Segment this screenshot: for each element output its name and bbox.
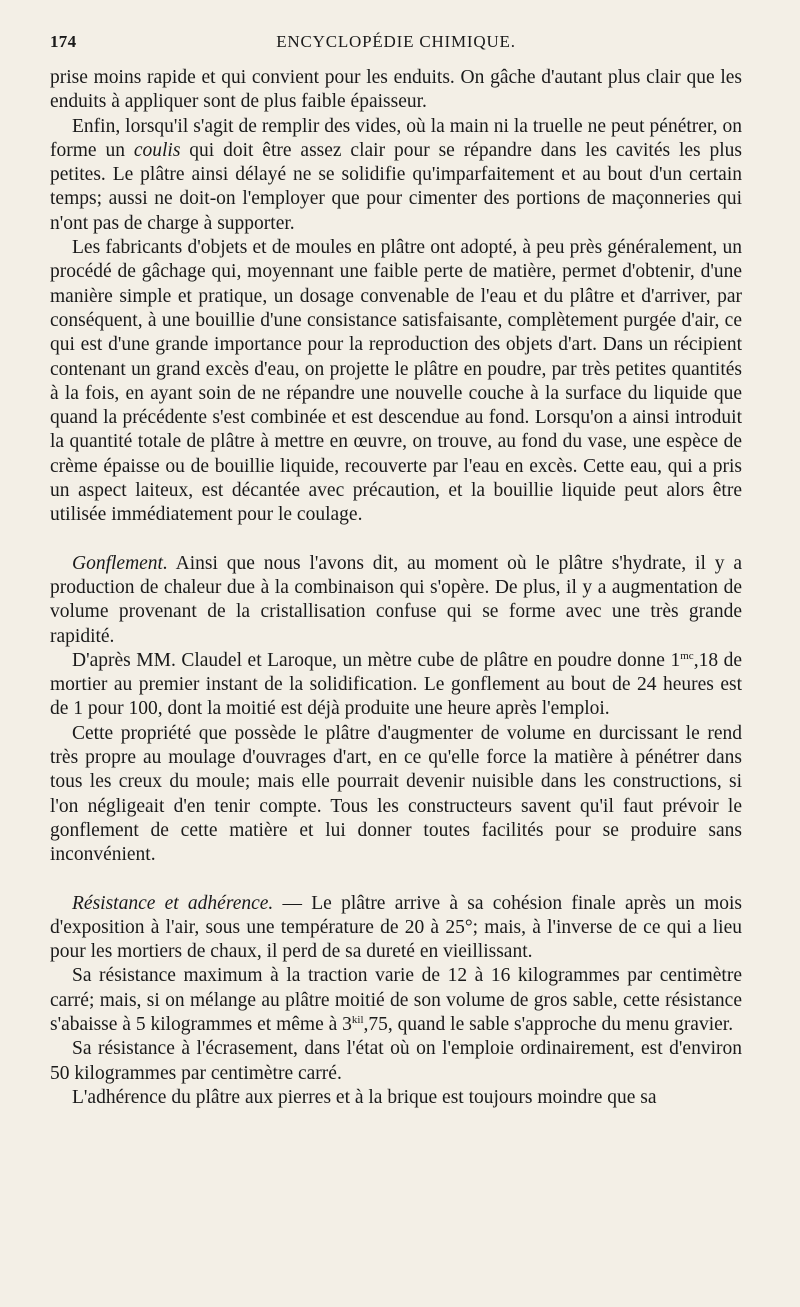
section-title-resistance: Résistance et adhérence. xyxy=(72,892,274,914)
paragraph-5-text-a: D'après MM. Claudel et Laroque, un mètre cube de plâtre en poudre donne 1 xyxy=(72,649,681,671)
paragraph-gonflement-text: Ainsi que nous l'avons dit, au moment où le plâtre s'hydrate, il y a production de chaleur due à la combinaison qui s'opère. De plus, il y a augmentation de volume provenant de la cristallisation confuse qui se forme avec une très grande rapidité. xyxy=(50,552,742,647)
unit-mc-superscript: mc xyxy=(680,649,694,662)
paragraph-1 xyxy=(50,66,742,115)
section-title-gonflement: Gonflement. xyxy=(72,552,168,574)
paragraph-6-text: Cette propriété que possède le plâtre d'augmenter de volume en durcissant le rend très propre au moulage d'ouvrages d'art, en ce qu'elle force la matière à pénétrer dans tous les creux du moule; mais elle pourrait devenir nuisible dans les constructions, si l'on négligeait d'en tenir compte. Tous les constructeurs savent qu'il faut prévoir le gonflement de cette matière et lui donner toutes facilités pour se produire sans inconvénient. xyxy=(50,722,742,866)
paragraph-8 xyxy=(50,964,742,1037)
section-gap xyxy=(50,528,742,552)
paragraph-5-text-b: ,18 de mortier au premier instant de la solidification. Le gonflement au bout de 24 heures est de 1 pour 100, dont la moitié est déjà produite une heure après l'emploi. xyxy=(50,649,742,720)
unit-kil-superscript: kil xyxy=(351,1013,364,1026)
page-header xyxy=(50,32,742,66)
paragraph-8-text-a: Sa résistance maximum à la traction varie de 12 à 16 kilogrammes par centimètre carré; mais, si on mélange au plâtre moitié de son volume de gros sable, cette résistance s'abaisse à 5 kilogrammes et même à 3 xyxy=(50,965,742,1035)
paragraph-3 xyxy=(50,236,742,528)
paragraph-2-text-a: Enfin, lorsqu'il s'agit de remplir des vides, où la main ni la truelle ne peut pénétrer, on forme un xyxy=(50,115,742,161)
paragraph-1-text: prise moins rapide et qui convient pour les enduits. On gâche d'autant plus clair que les enduits à appliquer sont de plus faible épaisseur. xyxy=(50,67,742,113)
running-title: ENCYCLOPÉDIE CHIMIQUE. xyxy=(276,32,516,51)
paragraph-resistance xyxy=(50,892,742,965)
paragraph-9-text: Sa résistance à l'écrasement, dans l'état où on l'emploie ordinairement, est d'environ 50 kilogrammes par centimètre carré. xyxy=(50,1038,742,1084)
paragraph-2-text-b: qui doit être assez clair pour se répandre dans les cavités les plus petites. Le plâtre ainsi délayé ne se solidifie qu'imparfaitement et au bout d'un certain temps; aussi ne doit-on l'employer que pour cimenter des portions de maçonneries qui n'ont pas de charge à supporter. xyxy=(50,139,742,234)
paragraph-6 xyxy=(50,722,742,868)
paragraph-resistance-text: — Le plâtre arrive à sa cohésion finale après un mois d'exposition à l'air, sous une température de 20 à 25°; mais, à l'inverse de ce qui a lieu pour les mortiers de chaux, il perd de sa dureté en vieillissant. xyxy=(50,892,742,963)
coulis-term: coulis xyxy=(133,139,181,161)
paragraph-9 xyxy=(50,1037,742,1086)
paragraph-3-text: Les fabricants d'objets et de moules en plâtre ont adopté, à peu près généralement, un procédé de gâchage qui, moyennant une faible perte de matière, permet d'obtenir, d'une manière simple et pratique, un dosage convenable de l'eau et du plâtre et d'arriver, par conséquent, à une bouillie d'une consistance satisfaisante, complètement purgée d'air, ce qui est d'une grande importance pour la reproduction des objets d'art. Dans un récipient contenant un grand excès d'eau, on projette le plâtre en poudre, par très petites quantités à la fois, en ayant soin de ne répandre une nouvelle couche à la surface du liquide que quand la précédente s'est combinée et est descendue au fond. Lorsqu'on a ainsi introduit la quantité totale de plâtre à mettre en œuvre, on trouve, au fond du vase, une espèce de crème épaisse ou de bouillie liquide, recouverte par l'eau en excès. Cette eau, qui a pris un aspect laiteux, est décantée avec précaution, et la bouillie liquide peut alors être utilisée immédiatement pour le coulage. xyxy=(50,237,742,526)
section-gap xyxy=(50,868,742,892)
paragraph-gonflement xyxy=(50,552,742,649)
paragraph-10-text: L'adhérence du plâtre aux pierres et à la brique est toujours moindre que sa xyxy=(72,1086,657,1108)
page-number: 174 xyxy=(50,32,77,51)
paragraph-8-text-b: ,75, quand le sable s'approche du menu gravier. xyxy=(363,1013,734,1035)
paragraph-2 xyxy=(50,115,742,236)
page xyxy=(50,32,742,1110)
paragraph-10 xyxy=(50,1086,742,1110)
paragraph-5 xyxy=(50,649,742,722)
